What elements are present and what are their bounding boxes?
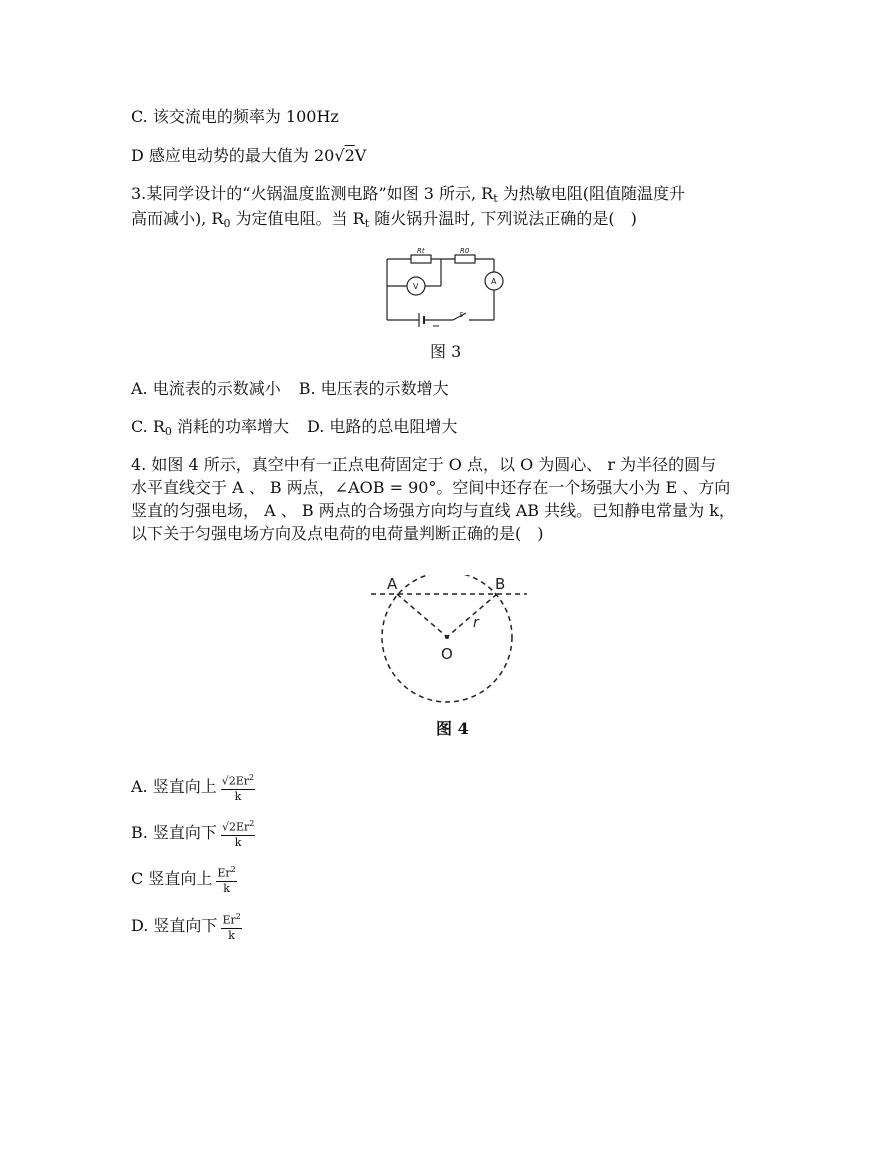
q2-option-c: C. 该交流电的频率为 100Hz — [131, 107, 339, 126]
option-label: B. 竖直向下 — [131, 823, 217, 842]
fraction: $\frac{√2Er^2}{k}$ — [221, 773, 255, 803]
q4-option-a — [131, 772, 255, 803]
option-label: D. 竖直向下 — [131, 916, 218, 935]
resistor-r0 — [455, 255, 475, 263]
subscript: t — [493, 192, 498, 205]
point-o — [445, 635, 449, 639]
fraction: $\frac{√2Er^2}{k}$ — [221, 819, 255, 849]
q3-stem-text: 随火锅升温时, 下列说法正确的是( ) — [369, 209, 637, 228]
q4-option-b — [131, 818, 255, 849]
q3-option-d: D. 电路的总电阻增大 — [306, 417, 458, 436]
radius-ob — [447, 594, 497, 637]
q3-stem-text: 3.某同学设计的“火锅温度监测电路”如图 3 所示, R — [131, 184, 494, 203]
q3-stem-text: 高而减小), R — [131, 209, 224, 228]
q3-options-cd — [131, 417, 457, 442]
q3-option-a: A. 电流表的示数减小 — [131, 379, 281, 398]
unit: V — [354, 146, 367, 165]
radicand: 2 — [344, 146, 355, 165]
point-o-label: O — [441, 645, 453, 663]
q4-stem-line3: 竖直的匀强电场， A 、 B 两点的合场强方向均与直线 AB 共线。已知静电常量为 k， — [131, 501, 735, 520]
point-b-label: B — [495, 575, 506, 593]
q3-stem-line2 — [131, 209, 637, 234]
subscript: t — [364, 217, 370, 230]
q3-option-c: C. $R_0$ 消耗的功率增大 — [131, 417, 289, 438]
q4-option-d — [131, 911, 242, 942]
circle-field-diagram — [365, 575, 535, 725]
thermistor-rt — [411, 255, 431, 263]
q4-stem-line2: 水平直线交于 A 、 B 两点，∠AOB = 90°。空间中还存在一个场强大小为 E 、方向 — [131, 478, 731, 497]
circuit-diagram — [383, 244, 523, 329]
q3-stem-line1 — [131, 184, 685, 209]
sqrt-symbol: √2 — [334, 146, 355, 165]
q4-option-c — [131, 864, 237, 895]
switch-label: S — [459, 311, 464, 319]
r0-label: R0 — [460, 247, 470, 255]
q4-stem-line1: 4. 如图 4 所示，真空中有一正点电荷固定于 O 点，以 O 为圆心、 r 为半径的圆与 — [131, 455, 717, 474]
radius-oa — [397, 594, 447, 637]
q2-option-d-prefix: D 感应电动势的最大值为 20 — [131, 146, 335, 165]
q2-option-d — [131, 146, 366, 166]
ammeter-label: A — [491, 277, 497, 286]
fraction: $\frac{Er^2}{k}$ — [222, 912, 241, 942]
option-label: C 竖直向上 — [131, 869, 213, 888]
figure-4-caption: 图 4 — [436, 719, 469, 738]
figure-3-caption: 图 3 — [430, 342, 462, 361]
q4-stem-line4: 以下关于匀强电场方向及点电荷的电荷量判断正确的是( ) — [131, 524, 544, 543]
fraction: $\frac{Er^2}{k}$ — [217, 865, 236, 895]
voltmeter-label: V — [413, 282, 419, 291]
point-a-label: A — [387, 575, 398, 593]
q3-option-b: B. 电压表的示数增大 — [298, 379, 449, 398]
radius-label: r — [473, 615, 479, 631]
q3-options-ab — [131, 379, 449, 399]
option-label: A. 竖直向上 — [131, 777, 217, 796]
q3-stem-text: 为热敏电阻(阻值随温度升 — [497, 184, 685, 203]
rt-label: Rt — [417, 247, 425, 255]
subscript: 0 — [223, 217, 231, 230]
q3-stem-text: 为定值电阻。当 R — [230, 209, 365, 228]
